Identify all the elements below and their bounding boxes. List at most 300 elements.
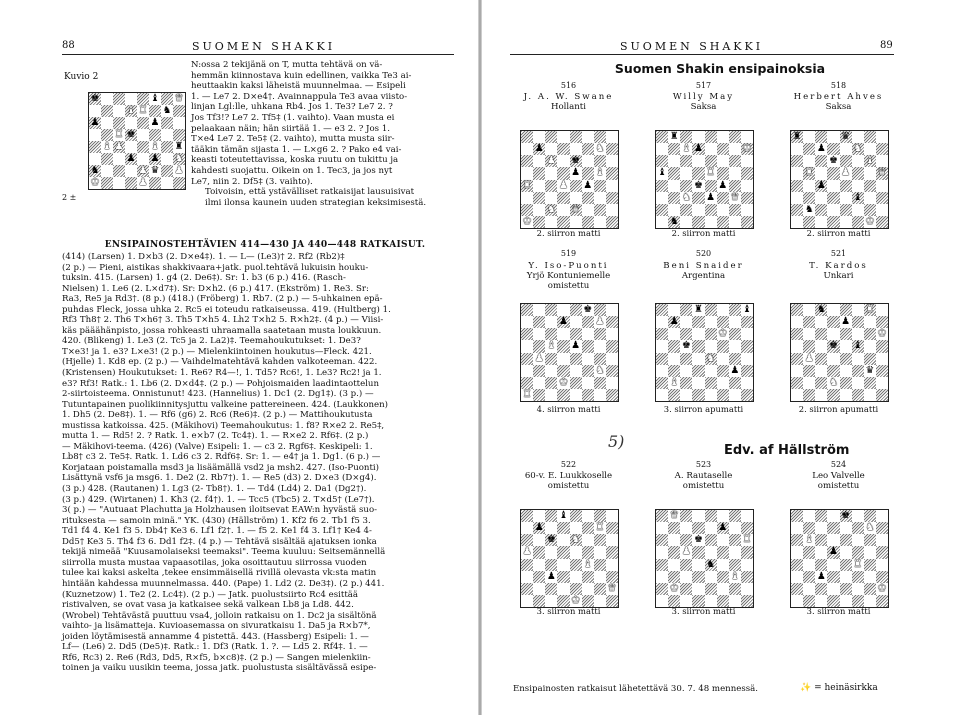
solutions-line: Dd5† Ke3 5. Th4 f3 6. Dd1 f2‡. (4 p.) — Tehtävä sisältää ajatuksen ionka [62,536,377,547]
square-c5 [680,546,692,558]
square-b8 [533,510,545,522]
square-c6 [680,534,692,546]
square-f3 [852,192,864,204]
square-h5 [741,546,753,558]
solutions-line: käs pääähänpisto, jossa rohkeasti uhraamalla saatetaan musta loukkuun. [62,325,382,336]
square-e8 [840,304,852,316]
square-f2 [852,377,864,389]
square-a4 [791,180,803,192]
square-h6 [606,328,618,340]
square-b8 [533,131,545,143]
problem-number: 517 [695,81,712,90]
square-g5 [594,546,606,558]
square-a5 [656,546,668,558]
square-h8 [606,510,618,522]
square-g7 [729,316,741,328]
square-a4 [656,353,668,365]
solutions-line: joiden löytämisestä annamme 4 pistettä. 443. (Hassberg) Esipeli: 1. — [62,631,369,642]
square-f6 [582,534,594,546]
square-a4 [656,180,668,192]
square-g2 [864,377,876,389]
square-a7 [791,143,803,155]
square-f5 [149,129,161,141]
square-d8 [827,304,839,316]
white-knight-icon: ♞ [865,522,875,534]
square-g3 [729,365,741,377]
square-c8 [545,510,557,522]
square-f8 [582,510,594,522]
square-h4 [173,141,185,153]
header-rule-left [62,54,454,55]
white-queen-icon: ♛ [877,167,887,179]
black-knight-icon: ♞ [669,215,679,227]
solutions-heading: ENSIPAINOSTEHTÄVIEN 414—430 JA 440—448 RATKAISUT. [104,240,426,250]
square-h7 [741,143,753,155]
square-c3 [545,365,557,377]
square-a3 [521,571,533,583]
square-h5 [741,340,753,352]
square-b4 [533,559,545,571]
square-b4 [803,180,815,192]
square-h6 [876,155,888,167]
square-h1 [741,389,753,401]
square-g6 [161,117,173,129]
solutions-line: (Hjelle) 1. Kd8 ep. (2 p.) — Vaihdelmatehtävä kahden valkoteeman. 422. [62,357,378,368]
square-b7 [101,105,113,117]
square-b7 [533,143,545,155]
solutions-line: Lf— (Le6) 2. Dd5 (De5)‡. Ratk.: 1. Df3 (Ratk. 1. ?. — Ld5 2. Rf4‡. 1. — [62,642,368,653]
square-g8 [594,304,606,316]
square-b5 [668,167,680,179]
square-g8 [729,304,741,316]
square-a6 [656,155,668,167]
square-h8 [741,510,753,522]
square-c3 [815,365,827,377]
square-f4 [852,353,864,365]
square-a4 [791,353,803,365]
square-b3 [668,192,680,204]
square-a7 [656,316,668,328]
square-f4 [582,559,594,571]
square-c6 [815,328,827,340]
black-rook-icon: ♜ [669,131,679,143]
square-d6 [692,534,704,546]
problem-stipulation: 3. siirron matti [806,606,871,616]
problem-author: Herbert Ahves [793,92,884,102]
square-f6 [582,328,594,340]
square-e4 [137,141,149,153]
black-pawn-icon: ♟ [816,179,826,191]
problem-number: 524 [830,460,847,469]
square-b6 [803,534,815,546]
square-h6 [741,328,753,340]
square-g2 [161,165,173,177]
square-d1 [827,216,839,228]
problem-board [790,130,889,229]
square-h3 [606,365,618,377]
square-e4 [705,559,717,571]
square-f4 [717,353,729,365]
square-d8 [827,510,839,522]
square-d6 [557,155,569,167]
square-c5 [680,167,692,179]
square-f3 [852,571,864,583]
square-b3 [101,153,113,165]
square-f2 [717,377,729,389]
square-g8 [594,510,606,522]
square-g4 [864,180,876,192]
solutions-line: Lisättynä vsf6 ja msg6. 1. De2 (2. Rb7†). 1. — Re5 (d3) 2. D×e3 (D×g4). [62,473,377,484]
problem-credit [500,261,637,291]
square-g6 [729,328,741,340]
white-rook-icon: ♜ [522,179,532,191]
problem-author-note: Yrjö Kontuniemelle [526,271,611,281]
square-c6 [680,328,692,340]
black-rook-icon: ♜ [792,131,802,143]
square-b3 [668,365,680,377]
square-g2 [594,583,606,595]
problem-number: 518 [830,81,847,90]
square-g8 [864,304,876,316]
square-c3 [680,365,692,377]
problem-author-note: Argentina [681,271,726,281]
square-b5 [803,340,815,352]
black-pawn-icon: ♟ [828,546,838,558]
square-f6 [717,328,729,340]
square-g3 [729,571,741,583]
black-pawn-icon: ♟ [718,522,728,534]
square-a8 [791,304,803,316]
square-a7 [521,522,533,534]
square-g4 [594,180,606,192]
problem-author: Leo Valvelle [812,471,865,481]
square-h7 [741,522,753,534]
square-g1 [161,177,173,189]
square-b5 [533,546,545,558]
square-c7 [680,143,692,155]
square-a2 [656,377,668,389]
square-b2 [668,583,680,595]
square-e5 [705,546,717,558]
square-c6 [113,117,125,129]
solutions-line: Td1 f4 4. Ke1 f3 5. Db4† Ke3 6. Lf1 f2†. 1. — f5 2. Ke1 f4 3. Lf1† Ke4 4- [62,526,372,537]
square-g7 [594,522,606,534]
black-pawn-icon: ♟ [730,364,740,376]
square-e8 [705,131,717,143]
square-d6 [827,155,839,167]
square-d7 [692,316,704,328]
white-knight-icon: ♞ [853,143,863,155]
square-c6 [545,534,557,546]
square-g2 [864,583,876,595]
square-h3 [876,192,888,204]
white-rook-icon: ♜ [804,167,814,179]
solutions-line: hintään kahdessa muunnelmassa. 440. (Pape) 1. Ld2 (2. De3‡). (2 p.) 441. [62,578,385,589]
square-a2 [656,204,668,216]
square-e6 [137,117,149,129]
square-c1 [545,389,557,401]
square-b6 [533,534,545,546]
square-g4 [161,141,173,153]
solutions-line: 1. Dh5 (2. De8‡). 1. — Rf6 (g6) 2. Rc6 (Re6)‡. (2 p.) — Mattihoukutusta [62,410,373,421]
white-knight-icon: ♞ [546,203,556,215]
square-e4 [705,353,717,365]
square-a1 [791,216,803,228]
problem-author-note: omistettu [547,481,590,491]
problem-stipulation: 2. siirron matti [671,228,736,238]
square-e3 [570,192,582,204]
black-pawn-icon: ♟ [546,570,556,582]
commentary-line: heuttaakin kaksi läheistä muunnelmaa. — Esipeli [191,81,406,92]
square-c5 [545,546,557,558]
black-bishop-icon: ♝ [853,340,863,352]
solutions-line: toinen ja vaiku uusikin teema, jossa jatk. puolustusta sisältävässä esipe- [62,663,377,674]
square-a8 [791,510,803,522]
white-king-icon: ♚ [742,143,752,155]
white-bishop-icon: ♝ [804,534,814,546]
square-e1 [137,177,149,189]
square-h4 [876,559,888,571]
problem-credit [770,471,907,491]
square-e2 [705,204,717,216]
solutions-line: (Wrobel) Tehtävästä puuttuu vsa4, jolloin ratkaisu on 1. Dc2 ja sisältönä [62,610,377,621]
problem-stipulation: 3. siirron matti [671,606,736,616]
white-rook-icon: ♜ [706,167,716,179]
square-a3 [656,365,668,377]
square-b5 [533,167,545,179]
square-b7 [803,316,815,328]
square-g8 [864,131,876,143]
square-c4 [815,180,827,192]
square-e7 [705,522,717,534]
square-e7 [137,105,149,117]
square-a8 [656,131,668,143]
white-king-icon: ♚ [865,215,875,227]
square-f3 [582,192,594,204]
white-pawn-icon: ♟ [138,165,148,176]
square-h1 [876,216,888,228]
square-f5 [852,340,864,352]
square-f4 [852,180,864,192]
square-g2 [729,583,741,595]
square-c4 [680,180,692,192]
problem-board [520,130,619,229]
white-pawn-icon: ♟ [114,141,124,152]
square-f8 [852,131,864,143]
square-f2 [582,204,594,216]
square-c2 [545,204,557,216]
square-g1 [594,216,606,228]
square-h5 [876,167,888,179]
problem-board [655,130,754,229]
commentary-paragraph-2 [191,187,431,208]
square-e3 [570,571,582,583]
square-d8 [692,131,704,143]
problem-number: 523 [695,460,712,469]
square-f8 [717,131,729,143]
square-f4 [717,559,729,571]
square-a2 [89,165,101,177]
square-f7 [852,316,864,328]
square-c4 [815,353,827,365]
square-e1 [570,216,582,228]
square-g7 [864,143,876,155]
square-d2 [692,204,704,216]
white-bishop-icon: ♝ [865,155,875,167]
square-a2 [521,583,533,595]
square-c3 [815,192,827,204]
square-h2 [876,377,888,389]
black-knight-icon: ♞ [90,165,100,176]
square-a7 [656,143,668,155]
square-a3 [89,153,101,165]
square-g6 [594,534,606,546]
white-rook-icon: ♜ [742,534,752,546]
square-d5 [692,546,704,558]
white-pawn-icon: ♟ [595,316,605,328]
square-h2 [876,204,888,216]
square-h2 [606,377,618,389]
square-h4 [741,180,753,192]
black-bishop-icon: ♝ [742,304,752,316]
square-d8 [557,304,569,316]
square-b8 [533,304,545,316]
square-a5 [791,340,803,352]
black-pawn-icon: ♟ [816,570,826,582]
square-g6 [729,534,741,546]
square-b4 [101,141,113,153]
square-g6 [594,328,606,340]
square-e3 [705,571,717,583]
square-a5 [791,167,803,179]
square-f7 [852,143,864,155]
square-g4 [864,353,876,365]
black-king-icon: ♚ [841,510,851,522]
square-e2 [840,204,852,216]
problem-author: J. A. W. Swane [523,92,614,102]
square-g1 [864,389,876,401]
square-f6 [717,534,729,546]
problem-author-note: Unkari [823,271,854,281]
square-e7 [840,143,852,155]
solutions-line: — Mäkihovi-teema. (426) (Valve) Esipeli: 1. — c3 2. Rgf6‡. Keskipeli: 1. [62,441,373,452]
square-d5 [557,340,569,352]
problem-author: A. Rautaselle [674,471,733,481]
square-e4 [840,353,852,365]
problem-board [790,509,889,608]
square-c3 [545,571,557,583]
square-f8 [852,304,864,316]
square-g7 [594,316,606,328]
square-h3 [741,192,753,204]
square-e2 [570,377,582,389]
white-king-icon: ♚ [718,328,728,340]
square-c1 [815,389,827,401]
square-d7 [557,143,569,155]
square-d7 [827,143,839,155]
square-e8 [570,510,582,522]
problem-stipulation: 2. siirron apumatti [798,404,879,414]
square-c7 [680,316,692,328]
square-a8 [521,131,533,143]
solutions-text [62,252,446,674]
square-b8 [668,131,680,143]
square-e3 [840,571,852,583]
square-a8 [791,131,803,143]
square-h3 [606,192,618,204]
solutions-line: T×e3! ja 1. e3? L×e3! (2 p.) — Mielenkiintoinen houkutus—Fleck. 421. [62,346,372,357]
white-knight-icon: ♞ [174,153,184,164]
square-a7 [89,105,101,117]
problem-author-note: omistettu [547,281,590,291]
white-queen-icon: ♛ [730,191,740,203]
white-rook-icon: ♜ [522,388,532,400]
square-a8 [656,304,668,316]
white-rook-icon: ♜ [595,522,605,534]
square-d7 [692,143,704,155]
square-e6 [705,155,717,167]
square-b3 [668,571,680,583]
square-b3 [533,571,545,583]
square-g1 [729,389,741,401]
problem-board [655,509,754,608]
square-g4 [864,559,876,571]
square-e7 [570,316,582,328]
symbol-legend-text: = heinäsirkka [814,683,878,693]
square-h2 [741,204,753,216]
square-f4 [582,180,594,192]
square-a6 [791,155,803,167]
black-knight-icon: ♞ [816,304,826,316]
commentary-line: Jos Tf3!? Le7 2. Tf5‡ (1. vaihto). Vaan musta ei [191,112,395,123]
square-a1 [521,389,533,401]
square-e3 [570,365,582,377]
white-pawn-icon: ♟ [534,352,544,364]
black-bishop-icon: ♝ [657,167,667,179]
square-d3 [557,571,569,583]
square-e7 [840,316,852,328]
problem-author: T. Kardos [809,261,868,271]
square-g5 [864,340,876,352]
problem-credit [500,92,637,112]
square-e7 [570,143,582,155]
square-b7 [803,522,815,534]
white-king-icon: ♚ [877,582,887,594]
square-f8 [582,131,594,143]
square-e7 [570,522,582,534]
square-a1 [791,389,803,401]
square-b8 [668,510,680,522]
square-h2 [173,165,185,177]
square-f5 [582,340,594,352]
square-e6 [840,155,852,167]
square-c8 [680,131,692,143]
black-king-icon: ♚ [828,340,838,352]
square-d4 [557,353,569,365]
square-d6 [125,117,137,129]
square-e7 [705,316,717,328]
square-c5 [113,129,125,141]
black-king-icon: ♚ [546,534,556,546]
black-rook-icon: ♜ [693,304,703,316]
square-g4 [729,559,741,571]
figure-commentary [191,60,431,208]
square-b1 [668,389,680,401]
square-e3 [705,365,717,377]
problem-stipulation: 4. siirron matti [536,404,601,414]
square-f1 [717,216,729,228]
square-c7 [680,522,692,534]
